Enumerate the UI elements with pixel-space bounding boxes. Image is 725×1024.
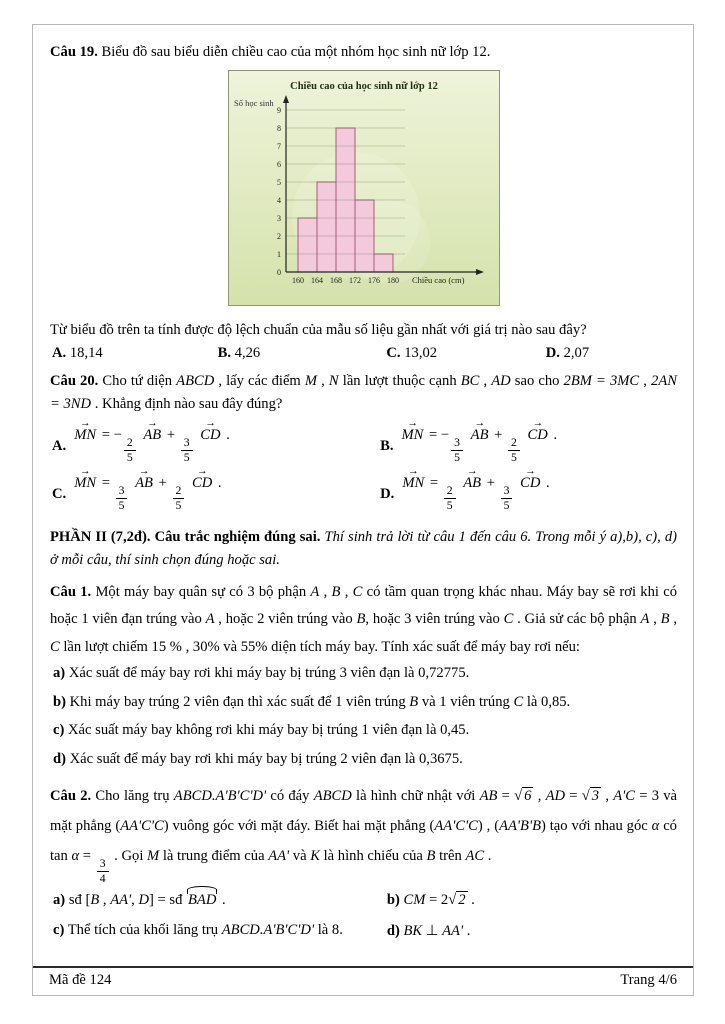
svg-text:8: 8 [276,123,281,133]
q20-options [50,427,677,513]
svg-text:6: 6 [276,159,281,169]
svg-text:160: 160 [291,275,304,285]
page-footer [33,966,693,995]
p2q1-item-c: c) Xác suất máy bay không rơi khi máy bay bị trúng 1 viên đạn là 0,45. [53,722,470,739]
p2q1-item-d: d) Xác suất để máy bay rơi khi máy bay bị trúng 2 viên đạn là 0,3675. [53,751,463,768]
svg-text:176: 176 [367,275,380,285]
footer-doc-code: Mã đề 124 [49,972,112,988]
q19-option-b: B. 4,26 [217,345,261,362]
q19-intro [50,41,677,64]
svg-text:5: 5 [276,177,281,187]
svg-text:Số học sinh: Số học sinh [233,97,274,108]
p2q2-label: Câu 2. [50,787,92,804]
p2q2-statement [50,782,677,886]
svg-text:164: 164 [310,275,323,285]
p2q2-item-a: a) sđ [B , AA', D] = sđ BAD . [53,891,226,908]
svg-text:1: 1 [276,249,281,259]
q20-text: Cho tứ diện ABCD , lấy các điểm M , N lần lượt thuộc cạnh BC , AD sao cho 2BM = 3MC , 2AN = 3ND . Khẳng định nào sau đây đúng? [50,373,677,412]
bar-chart-svg [228,70,500,306]
q19-options [50,345,677,362]
q19-option-d: D. 2,07 [545,345,590,362]
p2q1-item-b: b) Khi máy bay trúng 2 viên đạn thì xác suất để 1 viên trúng B và 1 viên trúng C là 0,85. [53,693,571,710]
svg-text:0: 0 [276,267,281,277]
svg-text:3: 3 [276,213,281,223]
svg-text:2: 2 [276,231,281,241]
q19-question: Từ biểu đồ trên ta tính được độ lệch chuẩn của mẫu số liệu gần nhất với giá trị nào sau đây? [50,321,587,338]
q19-label: Câu 19. [50,44,98,60]
svg-text:9: 9 [276,105,281,115]
svg-text:180: 180 [386,275,399,285]
height-bar-chart [228,70,500,311]
svg-text:168: 168 [329,275,342,285]
p2q2-items [50,892,677,940]
svg-text:Chiều cao (cm): Chiều cao (cm) [411,274,464,285]
q20-option-a: A. MN → = − $\frac{2}{5}$ AB → + $\frac{3}{5}$ CD → . [52,427,380,465]
p2q1-statement [50,579,677,661]
q20-statement [50,370,677,415]
svg-text:172: 172 [348,275,361,285]
p2q2-item-c: c) Thể tích của khối lăng trụ ABCD.A'B'C'D' là 8. [53,921,343,938]
p2q2-text: Cho lăng trụ ABCD.A'B'C'D' có đáy ABCD là hình chữ nhật với AB = √ 6 , AD = √ 3 , A'C = 3 và mặt phẳng (AA'C'C) vuông góc với mặt đáy. Biết hai mặt phẳng (AA'C'C) , (AA'B'B) tạo với nhau góc α có tan α = $\frac{3}{4}$ . Gọi M là trung điểm của AA' và K là hình chiếu của B trên AC . [50,787,678,885]
svg-text:7: 7 [276,141,281,151]
svg-text:4: 4 [276,195,281,205]
part2-heading-bold: PHẦN II (7,2đ). Câu trắc nghiệm đúng sai. [50,528,321,545]
q20-option-b: B. MN → = − $\frac{3}{5}$ AB → + $\frac{2}{5}$ CD → . [380,427,677,465]
footer-page-number: Trang 4/6 [620,972,677,988]
chart-area [50,70,677,311]
svg-text:Chiều cao của học sinh nữ lớp: Chiều cao của học sinh nữ lớp 12 [289,80,438,92]
q20-option-d: D. MN → = $\frac{2}{5}$ AB → + $\frac{3}{5}$ CD → . [380,475,677,513]
q19-option-c: C. 13,02 [386,345,438,362]
q19-text: Biểu đồ sau biểu diễn chiều cao của một nhóm học sinh nữ lớp 12. [101,44,491,60]
part2-heading [50,526,677,573]
p2q2-item-b: b) CM = 2√ 2 . [386,891,475,908]
p2q2-item-d: d) BK ⊥ AA' . [386,922,471,939]
p2q1-label: Câu 1. [50,583,92,600]
q20-label: Câu 20. [50,373,99,390]
p2q1-item-a: a) Xác suất để máy bay rơi khi máy bay bị trúng 3 viên đạn là 0,72775. [53,665,470,682]
page-frame [32,24,694,996]
p2q1-items [50,664,677,770]
p2q1-text: Một máy bay quân sự có 3 bộ phận A , B , C có tầm quan trọng khác nhau. Máy bay sẽ rơi khi có hoặc 1 viên đạn trúng vào A , hoặc 2 viên trúng vào B, hoặc 3 viên trúng vào C . Giả sử các bộ phận A , B , C lần lượt chiếm 15 % , 30% và 55% diện tích máy bay. Tính xác suất để máy bay rơi nếu: [50,583,678,655]
part2-heading-italic: Thí sinh trả lời từ câu 1 đến câu 6. Trong mỗi ý a),b), c), d) ở mỗi câu, thí sinh chọn đúng hoặc sai. [50,528,677,569]
q19-option-a: A. 18,14 [52,345,103,362]
q20-option-c: C. MN → = $\frac{3}{5}$ AB → + $\frac{2}{5}$ CD → . [52,475,380,513]
